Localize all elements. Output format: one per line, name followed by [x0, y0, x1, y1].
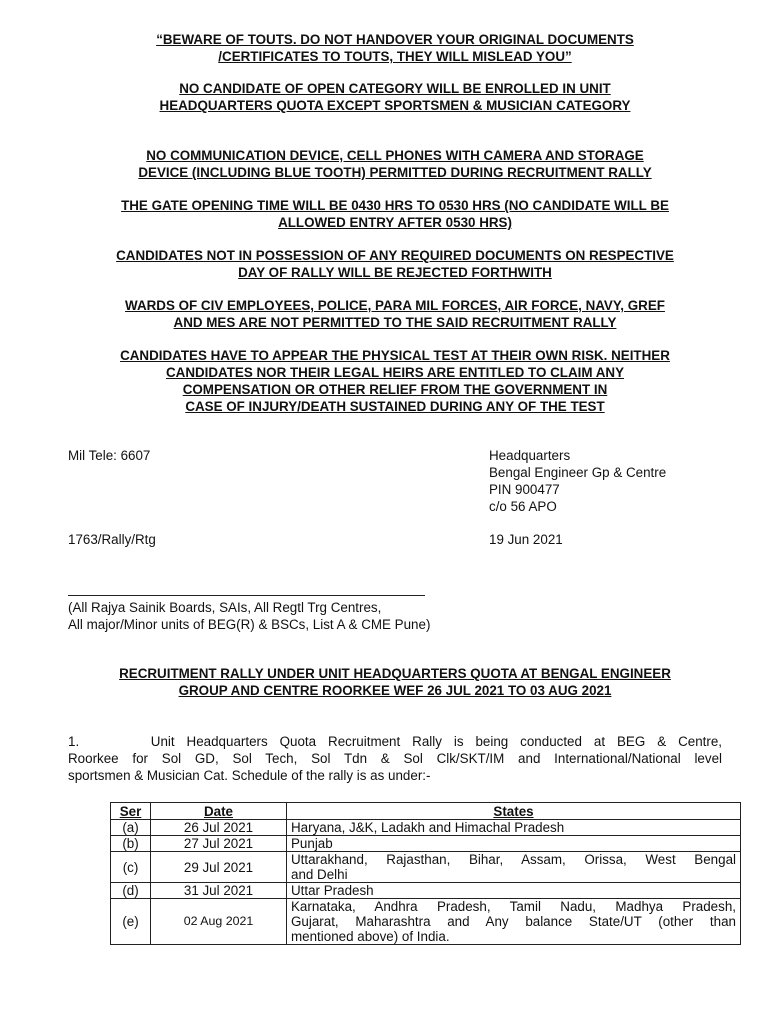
- notice-line: “BEWARE OF TOUTS. DO NOT HANDOVER YOUR ORIGINAL DOCUMENTS: [156, 32, 634, 47]
- notice-line: CASE OF INJURY/DEATH SUSTAINED DURING ANY OF THE TEST: [185, 399, 605, 414]
- subject-heading: [62, 665, 728, 699]
- notice-line: AND MES ARE NOT PERMITTED TO THE SAID RECRUITMENT RALLY: [173, 315, 617, 330]
- notice-beware-touts: [62, 31, 728, 65]
- notice-line: CANDIDATES HAVE TO APPEAR THE PHYSICAL TEST AT THEIR OWN RISK. NEITHER: [120, 348, 670, 363]
- notice-line: HEADQUARTERS QUOTA EXCEPT SPORTSMEN & MUSICIAN CATEGORY: [159, 98, 631, 113]
- notice-documents: [62, 247, 728, 281]
- table-row: [111, 836, 741, 852]
- subject-line: RECRUITMENT RALLY UNDER UNIT HEADQUARTERS QUOTA AT BENGAL ENGINEER: [119, 666, 671, 681]
- cell-ser: (d): [111, 883, 151, 899]
- notice-wards: [62, 297, 728, 331]
- notice-line: COMPENSATION OR OTHER RELIEF FROM THE GOVERNMENT IN: [182, 382, 608, 397]
- states-line: Haryana, J&K, Ladakh and Himachal Pradesh: [291, 820, 565, 835]
- rally-schedule-table: [110, 802, 741, 945]
- notice-line: NO COMMUNICATION DEVICE, CELL PHONES WITH CAMERA AND STORAGE: [146, 148, 644, 163]
- cell-states: [287, 899, 741, 945]
- cell-date: 27 Jul 2021: [151, 836, 287, 852]
- notice-gate-opening: [62, 197, 728, 231]
- sender-address: [489, 447, 666, 515]
- notice-line: THE GATE OPENING TIME WILL BE 0430 HRS TO 0530 HRS (NO CANDIDATE WILL BE: [121, 198, 669, 213]
- distribution-line: All major/Minor units of BEG(R) & BSCs, List A & CME Pune): [68, 617, 431, 632]
- table-row: [111, 852, 741, 883]
- address-line: PIN 900477: [489, 482, 560, 497]
- notice-line: NO CANDIDATE OF OPEN CATEGORY WILL BE ENROLLED IN UNIT: [179, 81, 611, 96]
- cell-date: 26 Jul 2021: [151, 820, 287, 836]
- address-line: c/o 56 APO: [489, 499, 557, 514]
- address-line: Bengal Engineer Gp & Centre: [489, 465, 667, 480]
- notice-line: CANDIDATES NOT IN POSSESSION OF ANY REQUIRED DOCUMENTS ON RESPECTIVE: [116, 248, 674, 263]
- cell-date: 31 Jul 2021: [151, 883, 287, 899]
- cell-ser: (e): [111, 899, 151, 945]
- cell-ser: (a): [111, 820, 151, 836]
- column-header-ser: Ser: [111, 803, 151, 820]
- cell-ser: (c): [111, 852, 151, 883]
- states-line: Gujarat, Maharashtra and Any balance State/UT (other than: [291, 914, 736, 929]
- table-row: [111, 820, 741, 836]
- states-line: mentioned above) of India.: [291, 929, 450, 944]
- states-line: Uttar Pradesh: [291, 883, 374, 898]
- notice-communication-device: [62, 147, 728, 181]
- notice-line: WARDS OF CIV EMPLOYEES, POLICE, PARA MIL FORCES, AIR FORCE, NAVY, GREF: [125, 298, 665, 313]
- states-line: Punjab: [291, 836, 333, 851]
- paragraph-1: [68, 733, 722, 784]
- cell-states: [287, 820, 741, 836]
- states-line: Karnataka, Andhra Pradesh, Tamil Nadu, Madhya Pradesh,: [291, 899, 736, 914]
- cell-ser: (b): [111, 836, 151, 852]
- notice-line: ALLOWED ENTRY AFTER 0530 HRS): [278, 215, 512, 230]
- cell-date: 29 Jul 2021: [151, 852, 287, 883]
- notice-open-category: [62, 80, 728, 114]
- states-line: and Delhi: [291, 867, 348, 882]
- address-line: Headquarters: [489, 448, 571, 463]
- distribution-line: (All Rajya Sainik Boards, SAIs, All Regtl Trg Centres,: [68, 600, 382, 615]
- column-header-states: States: [287, 803, 741, 820]
- notice-line: DEVICE (INCLUDING BLUE TOOTH) PERMITTED DURING RECRUITMENT RALLY: [138, 165, 652, 180]
- reference-number: 1763/Rally/Rtg: [68, 532, 156, 547]
- mil-tele: Mil Tele: 6607: [68, 448, 151, 463]
- table-row: [111, 883, 741, 899]
- cell-states: [287, 852, 741, 883]
- column-header-date: Date: [151, 803, 287, 820]
- cell-states: [287, 836, 741, 852]
- notice-line: DAY OF RALLY WILL BE REJECTED FORTHWITH: [238, 265, 552, 280]
- table-header-row: [111, 803, 741, 820]
- divider-line: [68, 595, 425, 596]
- paragraph-line: 1. Unit Headquarters Quota Recruitment Rally is being conducted at BEG & Centre,: [68, 734, 722, 749]
- distribution-list: [68, 599, 430, 633]
- notice-line: /CERTIFICATES TO TOUTS, THEY WILL MISLEAD YOU”: [218, 49, 572, 64]
- paragraph-line: Roorkee for Sol GD, Sol Tech, Sol Tdn & Sol Clk/SKT/IM and International/National level: [68, 751, 722, 766]
- paragraph-line: sportsmen & Musician Cat. Schedule of the rally is as under:-: [68, 768, 431, 783]
- cell-date: 02 Aug 2021: [151, 899, 287, 945]
- notice-physical-test-risk: [62, 347, 728, 415]
- letter-date: 19 Jun 2021: [489, 532, 563, 547]
- cell-states: [287, 883, 741, 899]
- table-row: [111, 899, 741, 945]
- subject-line: GROUP AND CENTRE ROORKEE WEF 26 JUL 2021 TO 03 AUG 2021: [178, 683, 612, 698]
- states-line: Uttarakhand, Rajasthan, Bihar, Assam, Orissa, West Bengal: [291, 852, 736, 867]
- notice-line: CANDIDATES NOR THEIR LEGAL HEIRS ARE ENTITLED TO CLAIM ANY: [165, 365, 625, 380]
